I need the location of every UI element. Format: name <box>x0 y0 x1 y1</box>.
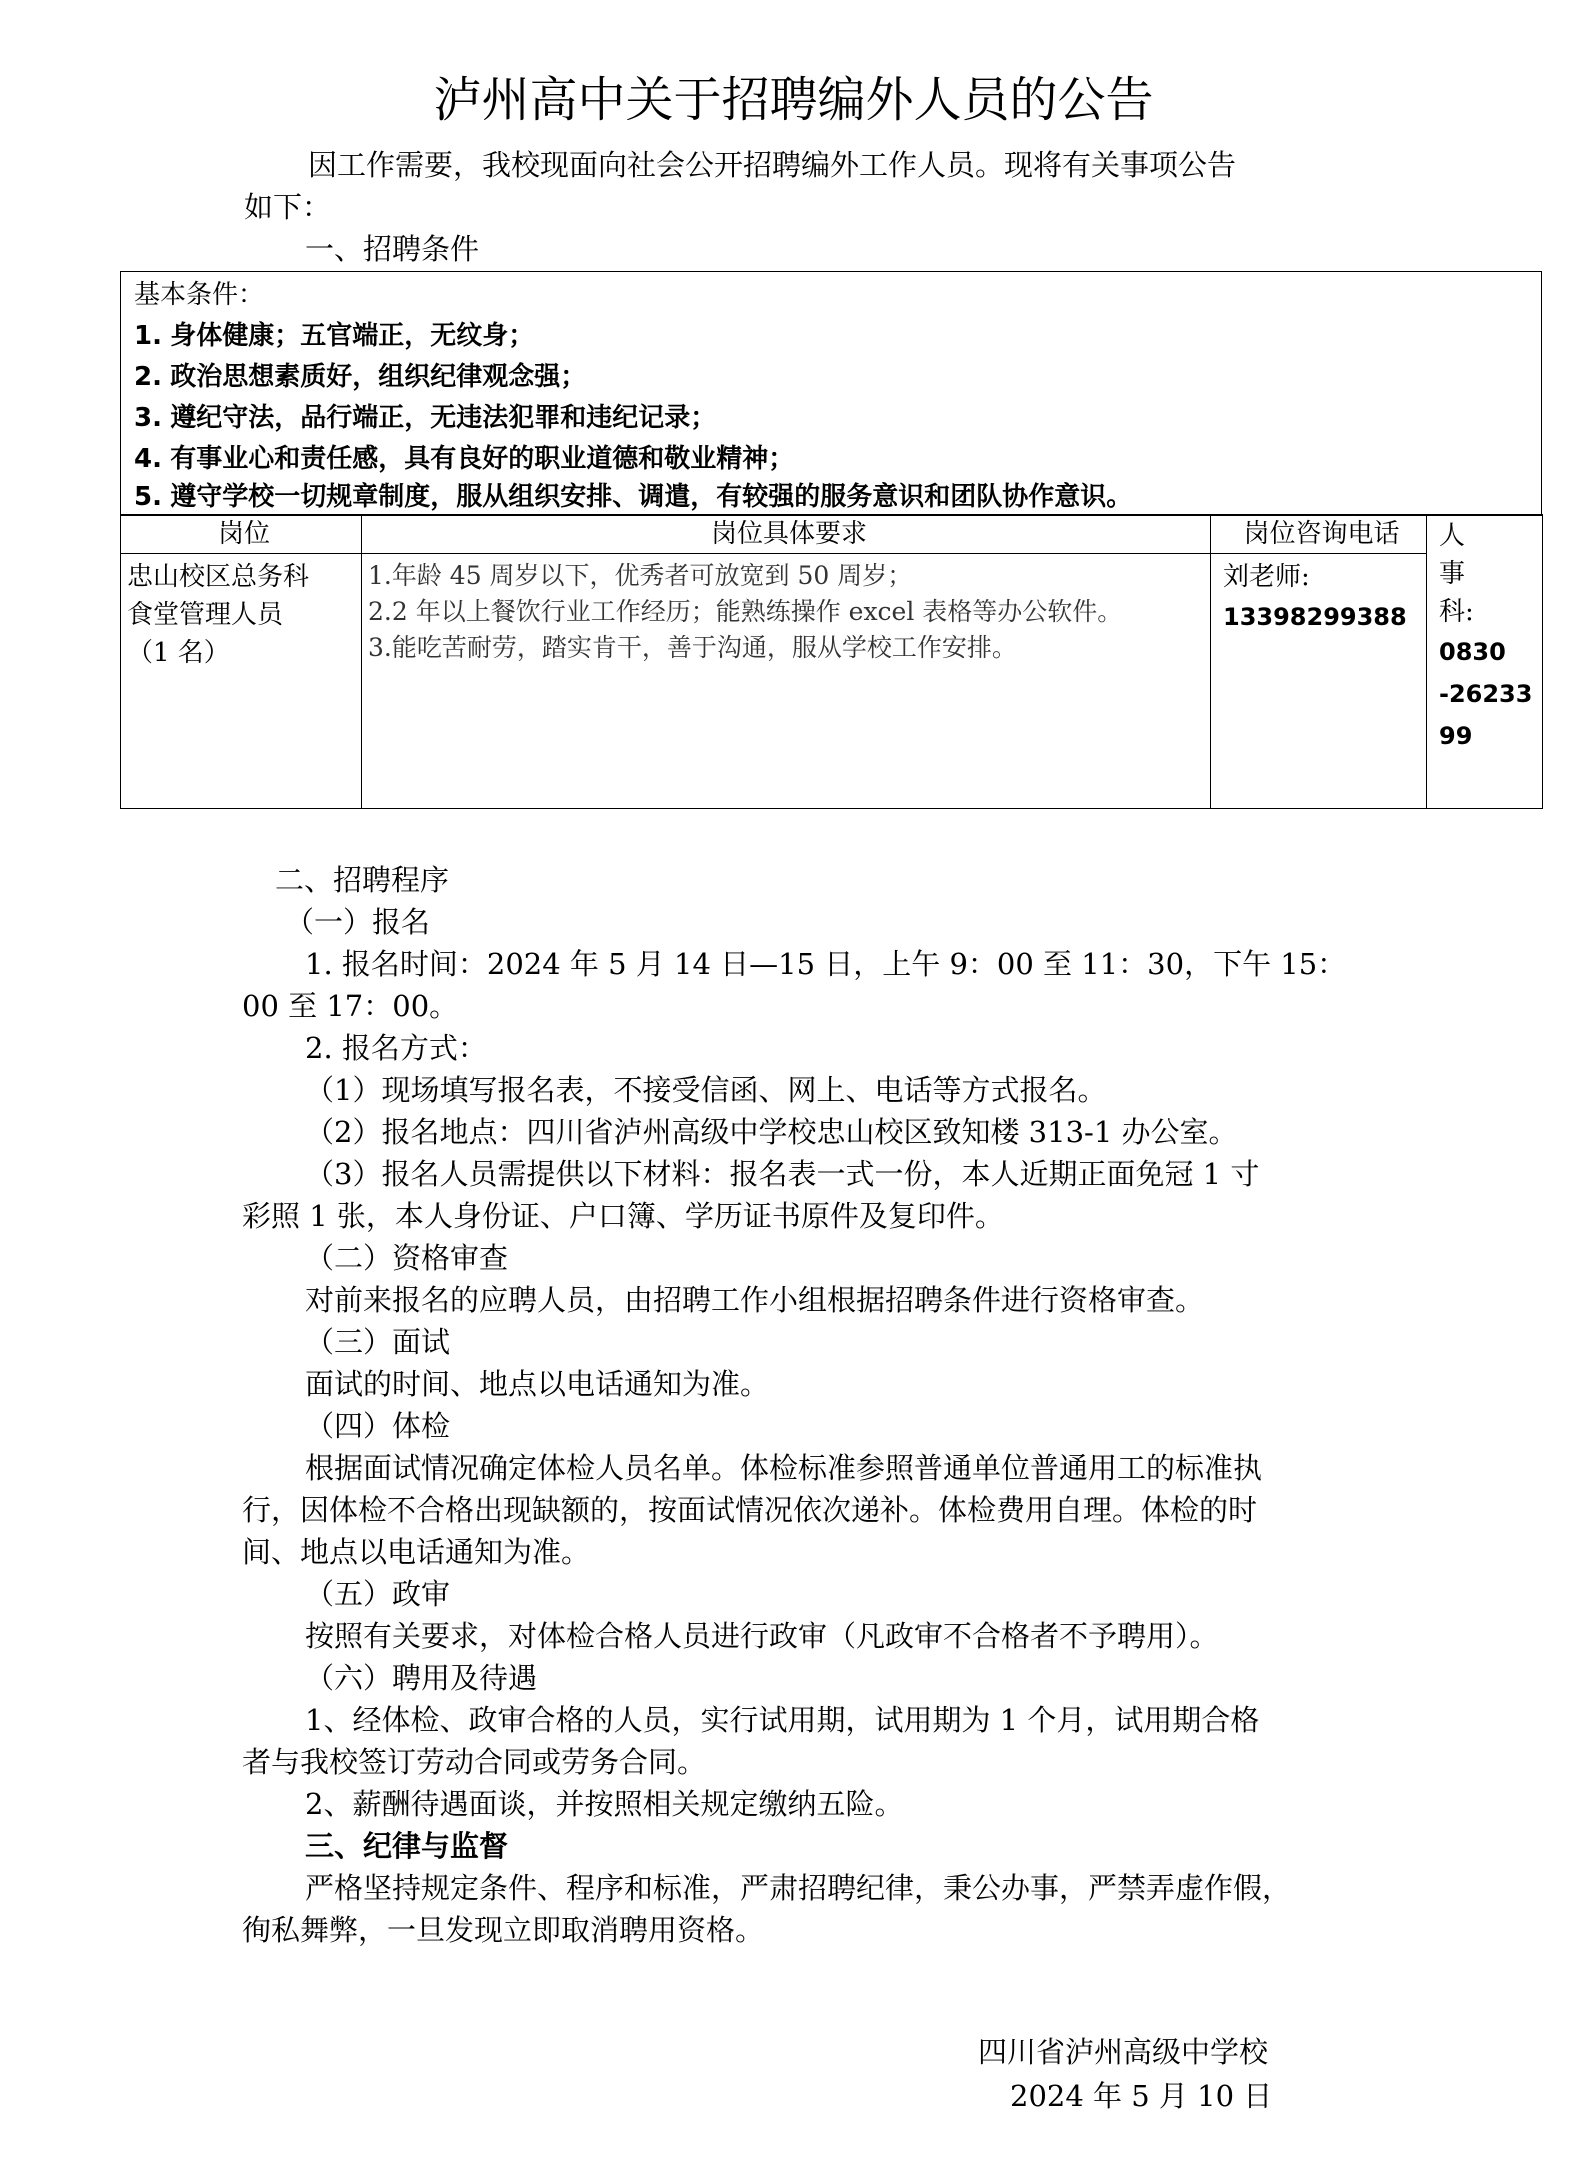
contact-cell: 刘老师: 13398299388 <box>1211 554 1427 809</box>
sub-heading-registration: （一）报名 <box>285 905 431 939</box>
medical-text-line-2: 行，因体检不合格出现缺额的，按面试情况依次递补。体检费用自理。体检的时 <box>242 1493 1258 1527</box>
interview-text: 面试的时间、地点以电话通知为准。 <box>305 1367 770 1401</box>
section1-heading: 一、招聘条件 <box>305 232 480 266</box>
page-title: 泸州高中关于招聘编外人员的公告 <box>433 72 1154 128</box>
method-item-2: （2）报名地点：四川省泸州高级中学校忠山校区致知楼 313-1 办公室。 <box>305 1115 1238 1149</box>
sub-heading-political: （五）政审 <box>305 1577 451 1611</box>
method-item-3-line-1: （3）报名人员需提供以下材料：报名表一式一份，本人近期正面免冠 1 寸 <box>305 1157 1260 1191</box>
signature-date: 2024 年 5 月 10 日 <box>1010 2079 1273 2113</box>
sub-heading-employment: （六）聘用及待遇 <box>305 1661 538 1695</box>
basic-conditions-label: 基本条件： <box>134 280 265 310</box>
table-header-row <box>121 515 1543 554</box>
condition-item: 3. 遵纪守法，品行端正，无违法犯罪和违纪记录； <box>134 403 717 433</box>
political-text: 按照有关要求，对体检合格人员进行政审（凡政审不合格者不予聘用）。 <box>305 1619 1219 1653</box>
header-contact: 岗位咨询电话 <box>1211 515 1427 554</box>
sub-heading-interview: （三）面试 <box>305 1325 451 1359</box>
sub-heading-qualification: （二）资格审查 <box>305 1241 509 1275</box>
sub-heading-medical: （四）体检 <box>305 1409 451 1443</box>
signature-org: 四川省泸州高级中学校 <box>978 2035 1269 2069</box>
registration-method: 2. 报名方式： <box>305 1031 487 1065</box>
medical-text-line-3: 间、地点以电话通知为准。 <box>242 1535 591 1569</box>
employment-text-1-line-2: 者与我校签订劳动合同或劳务合同。 <box>242 1745 707 1779</box>
registration-time-line-2: 00 至 17：00。 <box>242 989 459 1023</box>
method-item-3-line-2: 彩照 1 张，本人身份证、户口簿、学历证书原件及复印件。 <box>242 1199 1004 1233</box>
registration-time-line-1: 1. 报名时间：2024 年 5 月 14 日—15 日，上午 9：00 至 11：30，下午 15： <box>305 947 1347 981</box>
section2-heading: 二、招聘程序 <box>275 863 450 897</box>
condition-item: 1. 身体健康；五官端正，无纹身； <box>134 321 535 351</box>
header-requirements: 岗位具体要求 <box>362 515 1211 554</box>
header-position: 岗位 <box>121 515 362 554</box>
employment-text-1-line-1: 1、经体检、政审合格的人员，实行试用期，试用期为 1 个月，试用期合格 <box>305 1703 1260 1737</box>
condition-item: 5. 遵守学校一切规章制度，服从组织安排、调遣，有较强的服务意识和团队协作意识。 <box>134 482 1133 512</box>
hr-contact-cell: 人 事 科: 0830 -26233 99 <box>1427 515 1543 809</box>
method-item-1: （1）现场填写报名表，不接受信函、网上、电话等方式报名。 <box>305 1073 1107 1107</box>
basic-conditions-box <box>120 271 1542 516</box>
table-row <box>121 554 1543 809</box>
employment-text-2: 2、薪酬待遇面谈，并按照相关规定缴纳五险。 <box>305 1787 904 1821</box>
intro-line-2: 如下： <box>244 190 332 224</box>
section3-heading: 三、纪律与监督 <box>305 1829 509 1863</box>
job-table <box>120 514 1543 809</box>
discipline-text-line-1: 严格坚持规定条件、程序和标准，严肃招聘纪律，秉公办事，严禁弄虚作假， <box>305 1871 1292 1905</box>
qualification-text: 对前来报名的应聘人员，由招聘工作小组根据招聘条件进行资格审查。 <box>305 1283 1205 1317</box>
discipline-text-line-2: 徇私舞弊，一旦发现立即取消聘用资格。 <box>242 1913 765 1947</box>
position-cell: 忠山校区总务科 食堂管理人员 （1 名） <box>121 554 362 809</box>
condition-item: 2. 政治思想素质好，组织纪律观念强； <box>134 362 587 392</box>
condition-item: 4. 有事业心和责任感，具有良好的职业道德和敬业精神； <box>134 444 795 474</box>
requirements-cell: 1.年龄 45 周岁以下，优秀者可放宽到 50 周岁； 2.2 年以上餐饮行业工作经历；能熟练操作 excel 表格等办公软件。 3.能吃苦耐劳，踏实肯干，善于沟通，服从学校工作安排。 <box>362 554 1211 809</box>
medical-text-line-1: 根据面试情况确定体检人员名单。体检标准参照普通单位普通用工的标准执 <box>305 1451 1263 1485</box>
intro-line-1: 因工作需要，我校现面向社会公开招聘编外工作人员。现将有关事项公告 <box>308 148 1237 182</box>
